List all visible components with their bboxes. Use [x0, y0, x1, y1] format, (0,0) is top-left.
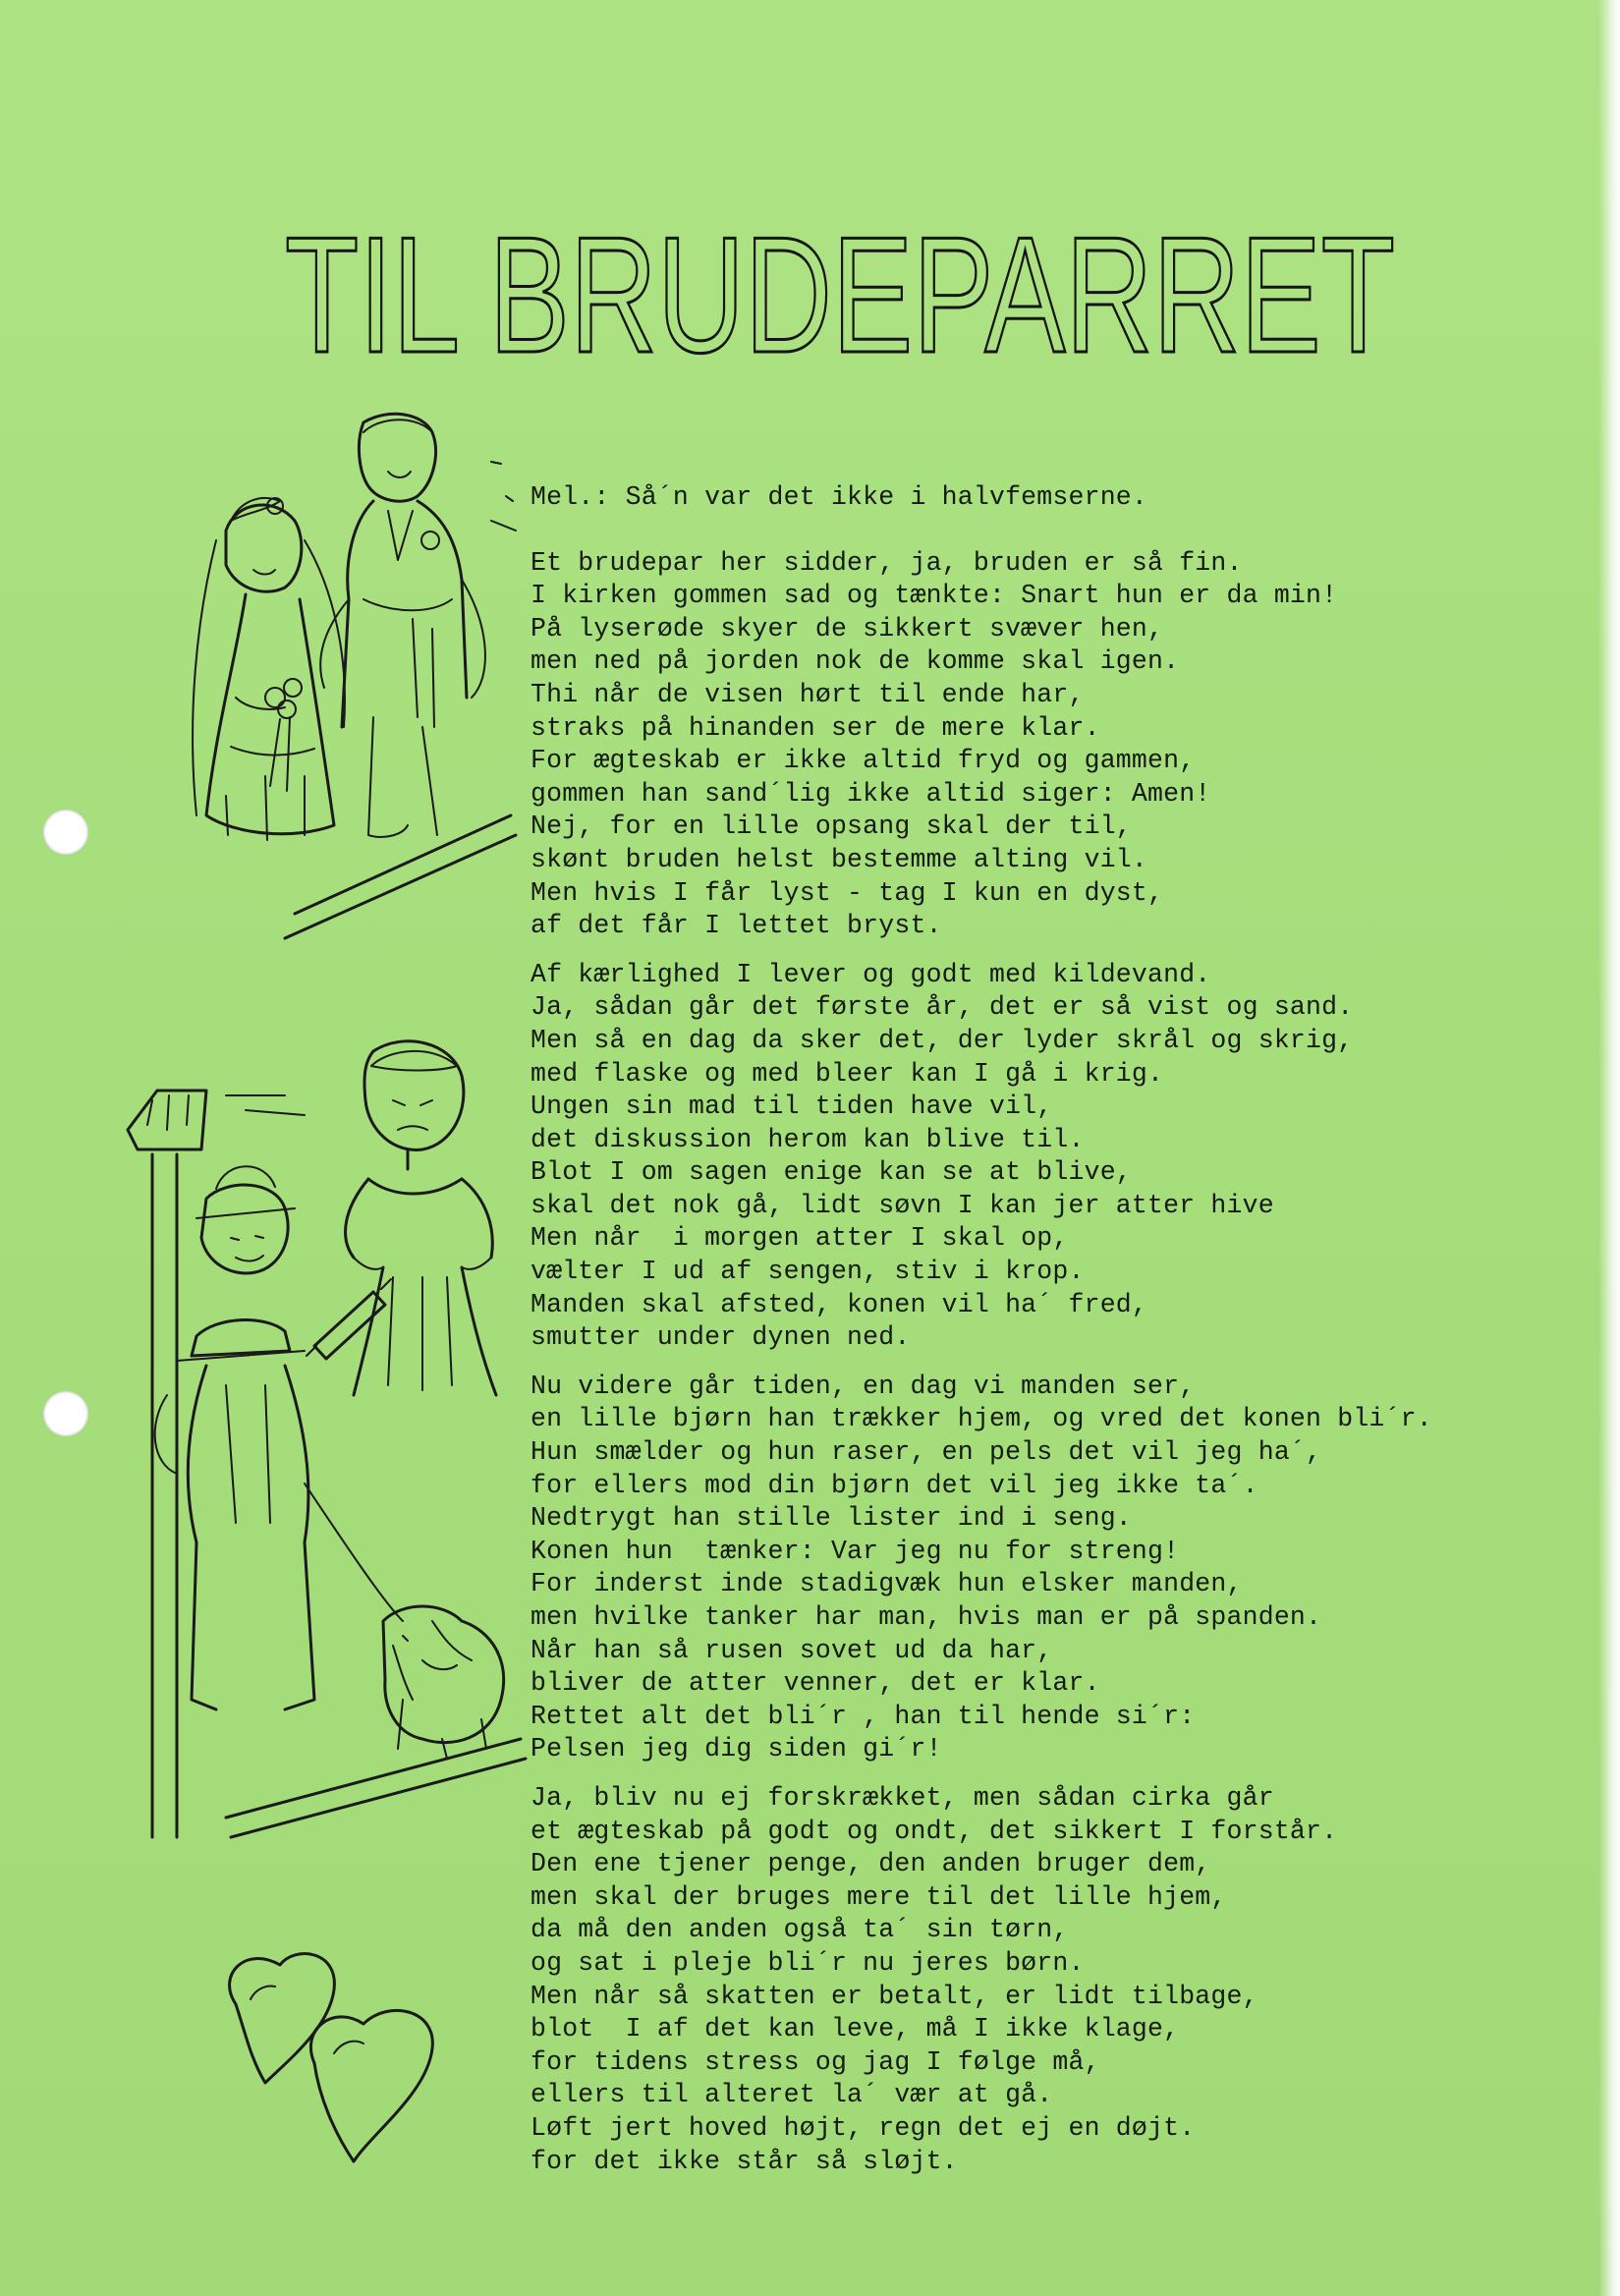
song-line: men ned på jorden nok de komme skal igen.: [531, 646, 1180, 677]
song-line: Når han så rusen sovet ud da har,: [531, 1635, 1053, 1665]
song-line: men hvilke tanker har man, hvis man er på spanden.: [531, 1602, 1322, 1632]
song-line: Manden skal afsted, konen vil ha´ fred,: [531, 1289, 1148, 1319]
song-line: skal det nok gå, lidt søvn I kan jer atter hive: [531, 1190, 1274, 1220]
song-line: Nu videre går tiden, en dag vi manden ser,: [531, 1371, 1196, 1401]
song-line: Den ene tjener penge, den anden bruger dem,: [531, 1849, 1211, 1879]
song-line: Af kærlighed I lever og godt med kildevand.: [531, 959, 1211, 989]
stanza-1: [531, 547, 1572, 943]
song-line: Et brudepar her sidder, ja, bruden er så fin.: [531, 547, 1243, 578]
song-line: Thi når de visen hørt til ende har,: [531, 679, 1085, 709]
page-title-lettering: [285, 214, 1405, 371]
song-line: vælter I ud af sengen, stiv i krop.: [531, 1257, 1085, 1287]
song-line: straks på hinanden ser de mere klar.: [531, 712, 1100, 743]
page-title: [285, 214, 1405, 371]
song-line: ellers til alteret la´ vær at gå.: [531, 2080, 1053, 2110]
song-line: en lille bjørn han trækker hjem, og vred det konen bli´r.: [531, 1404, 1432, 1434]
song-line: Men så en dag da sker det, der lyder skrål og skrig,: [531, 1025, 1354, 1055]
song-line: gommen han sand´lig ikke altid siger: Amen!: [531, 778, 1211, 809]
song-line: Rettet alt det bli´r , han til hende si´r:: [531, 1701, 1196, 1731]
melody-line: Mel.: Så´n var det ikke i halvfemserne.: [531, 482, 1148, 512]
song-line: Men hvis I får lyst - tag I kun en dyst,: [531, 877, 1164, 908]
song-line: for det ikke står så sløjt.: [531, 2146, 958, 2176]
song-line: det diskussion herom kan blive til.: [531, 1124, 1085, 1154]
song-line: Men når så skatten er betalt, er lidt tilbage,: [531, 1981, 1258, 2011]
song-line: smutter under dynen ned.: [531, 1322, 911, 1353]
song-line: bliver de atter venner, det er klar.: [531, 1668, 1100, 1699]
song-line: Nej, for en lille opsang skal der til,: [531, 812, 1132, 842]
song-line: For inderst inde stadigvæk hun elsker manden,: [531, 1569, 1243, 1599]
song-line: for tidens stress og jag I følge må,: [531, 2046, 1100, 2077]
song-line: af det får I lettet bryst.: [531, 911, 942, 941]
song-line: På lyserøde skyer de sikkert svæver hen,: [531, 613, 1164, 644]
song-text: [531, 481, 1572, 2194]
punch-hole-top: [43, 810, 88, 855]
song-line: blot I af det kan leve, må I ikke klage,: [531, 2014, 1180, 2044]
song-line: Hun smælder og hun raser, en pels det vil jeg ha´,: [531, 1437, 1322, 1468]
stanza-2: [531, 959, 1572, 1355]
song-line: Ja, sådan går det første år, det er så vist og sand.: [531, 992, 1354, 1023]
song-line: og sat i pleje bli´r nu jeres børn.: [531, 1947, 1085, 1978]
song-line: Konen hun tænker: Var jeg nu for streng!: [531, 1536, 1180, 1566]
title-text: TIL BRUDEPARRET: [285, 214, 1395, 371]
song-line: I kirken gommen sad og tænkte: Snart hun er da min!: [531, 581, 1338, 611]
song-line: men skal der bruges mere til det lille hjem,: [531, 1881, 1227, 1912]
wedding-couple-drawing: [177, 403, 531, 953]
man-with-lamp-post-and-dog-drawing: [108, 1071, 531, 1837]
song-line: med flaske og med bleer kan I gå i krig.: [531, 1058, 1164, 1089]
song-line: For ægteskab er ikke altid fryd og gammen,: [531, 746, 1196, 776]
stanza-3: [531, 1371, 1572, 1766]
paper-edge: [1598, 0, 1620, 2296]
song-line: Løft jert hoved højt, regn det ej en døjt.: [531, 2112, 1196, 2143]
song-line: da må den anden også ta´ sin tørn,: [531, 1915, 1069, 1945]
song-line: Ungen sin mad til tiden have vil,: [531, 1092, 1053, 1122]
song-line: Pelsen jeg dig siden gi´r!: [531, 1734, 942, 1764]
song-line: for ellers mod din bjørn det vil jeg ikke ta´.: [531, 1470, 1258, 1500]
stanza-4: [531, 1782, 1572, 2178]
song-line: Blot I om sagen enige kan se at blive,: [531, 1157, 1132, 1188]
song-line: Nedtrygt han stille lister ind i seng.: [531, 1503, 1132, 1534]
song-line: skønt bruden helst bestemme alting vil.: [531, 844, 1148, 874]
song-line: Men når i morgen atter I skal op,: [531, 1223, 1069, 1254]
song-line: Ja, bliv nu ej forskrækket, men sådan cirka går: [531, 1782, 1274, 1813]
hearts-drawing: [206, 1945, 481, 2181]
song-line: et ægteskab på godt og ondt, det sikkert I forstår.: [531, 1816, 1338, 1846]
punch-hole-bottom: [43, 1391, 88, 1436]
